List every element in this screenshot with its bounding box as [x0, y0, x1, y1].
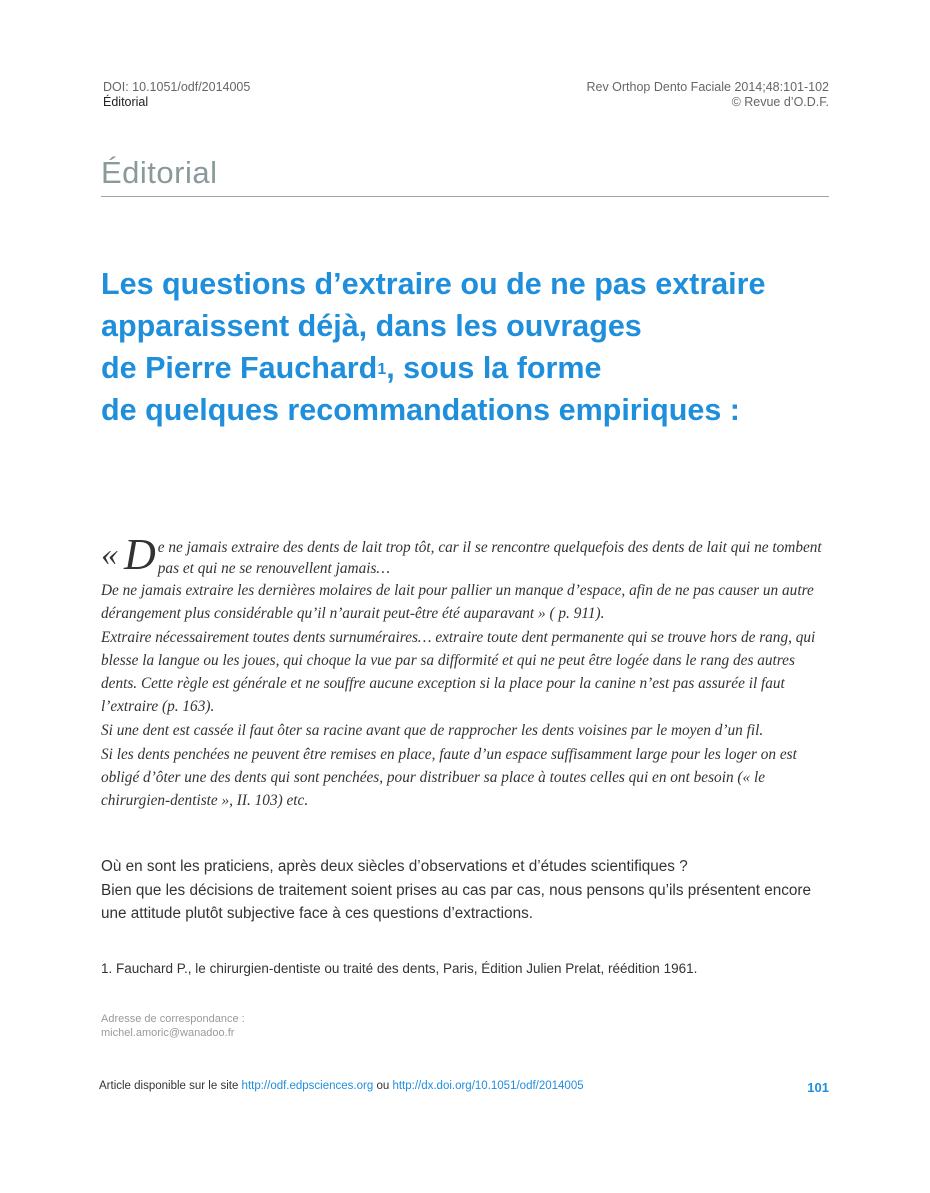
body-text — [101, 855, 829, 926]
header-left — [103, 80, 250, 110]
quote-paragraph-4: Si une dent est cassée il faut ôter sa racine avant que de rapprocher les dents voisines par le moyen d’un fil. — [101, 722, 764, 739]
body-paragraph-1: Où en sont les praticiens, après deux siècles d’observations et d’études scientifiques ? — [101, 858, 688, 875]
title-line-1: Les questions d’extraire ou de ne pas extraire — [101, 267, 766, 301]
correspondence-label: Adresse de correspondance : — [101, 1013, 245, 1025]
journal-citation: Rev Orthop Dento Faciale 2014;48:101-102 — [586, 80, 829, 94]
doi-link[interactable]: http://dx.doi.org/10.1051/odf/2014005 — [392, 1080, 584, 1092]
body-paragraph-2: Bien que les décisions de traitement soient prises au cas par cas, nous pensons qu’ils présentent encore une attitude plutôt subjective face à ces questions d’extractions. — [101, 882, 812, 922]
doi: DOI: 10.1051/odf/2014005 — [103, 80, 251, 94]
title-line-4: de quelques recommandations empiriques : — [101, 393, 740, 427]
title-line-3-b: , sous la forme — [386, 351, 602, 385]
drop-cap: D — [124, 530, 156, 579]
quote-paragraph-5: Si les dents penchées ne peuvent être remises en place, faute d’un espace suffisamment large pour les loger on est obligé d’ôter une des dents qui sont penchées, pour distribuer sa place à toutes celles qui en ont besoin (« le chirurgien-dentiste », II. 103) etc. — [101, 746, 797, 809]
footer-middle: ou — [373, 1080, 393, 1092]
quote-first-paragraph — [101, 530, 829, 579]
title-line-2: apparaissent déjà, dans les ouvrages — [101, 309, 642, 343]
quote-paragraph-1: e ne jamais extraire des dents de lait trop tôt, car il se rencontre quelquefois des dents de lait qui ne tombent pas et qui ne se renouvellent jamais… — [157, 539, 822, 577]
title-line-3 — [101, 347, 841, 389]
footer-prefix: Article disponible sur le site — [99, 1080, 242, 1092]
header-section: Éditorial — [103, 95, 149, 109]
page-number: 101 — [807, 1080, 829, 1095]
header-right — [586, 80, 829, 110]
title-line-3-a: de Pierre Fauchard — [101, 351, 378, 385]
article-title — [101, 263, 841, 431]
correspondence — [101, 1012, 245, 1040]
copyright: © Revue d’O.D.F. — [731, 95, 829, 109]
quote-paragraph-2: De ne jamais extraire les dernières molaires de lait pour pallier un manque d’espace, afin de ne pas causer un autre dérangement plus considérable qu’il n’aurait peut-être été auparavant » ( p. 911). — [101, 582, 814, 622]
footer — [99, 1080, 584, 1092]
footnote-ref[interactable]: 1 — [377, 361, 387, 378]
quotation-block — [101, 530, 829, 813]
section-title: Éditorial — [101, 155, 218, 190]
footnote: 1. Fauchard P., le chirurgien-dentiste ou traité des dents, Paris, Édition Julien Prelat, réédition 1961. — [101, 961, 698, 976]
open-guillemet: « — [101, 536, 118, 573]
quote-paragraph-3: Extraire nécessairement toutes dents surnuméraires… extraire toute dent permanente qui se trouve hors de rang, qui blesse la langue ou les joues, qui choque la vue par sa difformité et qui ne peut être logée dans le rang des autres dents. Cette règle est générale et ne souffre aucune exception si la place pour la canine n’est pas assurée il faut l’extraire (p. 163). — [101, 629, 816, 715]
journal-site-link[interactable]: http://odf.edpsciences.org — [241, 1080, 374, 1092]
divider — [101, 196, 829, 197]
correspondence-email[interactable]: michel.amoric@wanadoo.fr — [101, 1027, 235, 1039]
